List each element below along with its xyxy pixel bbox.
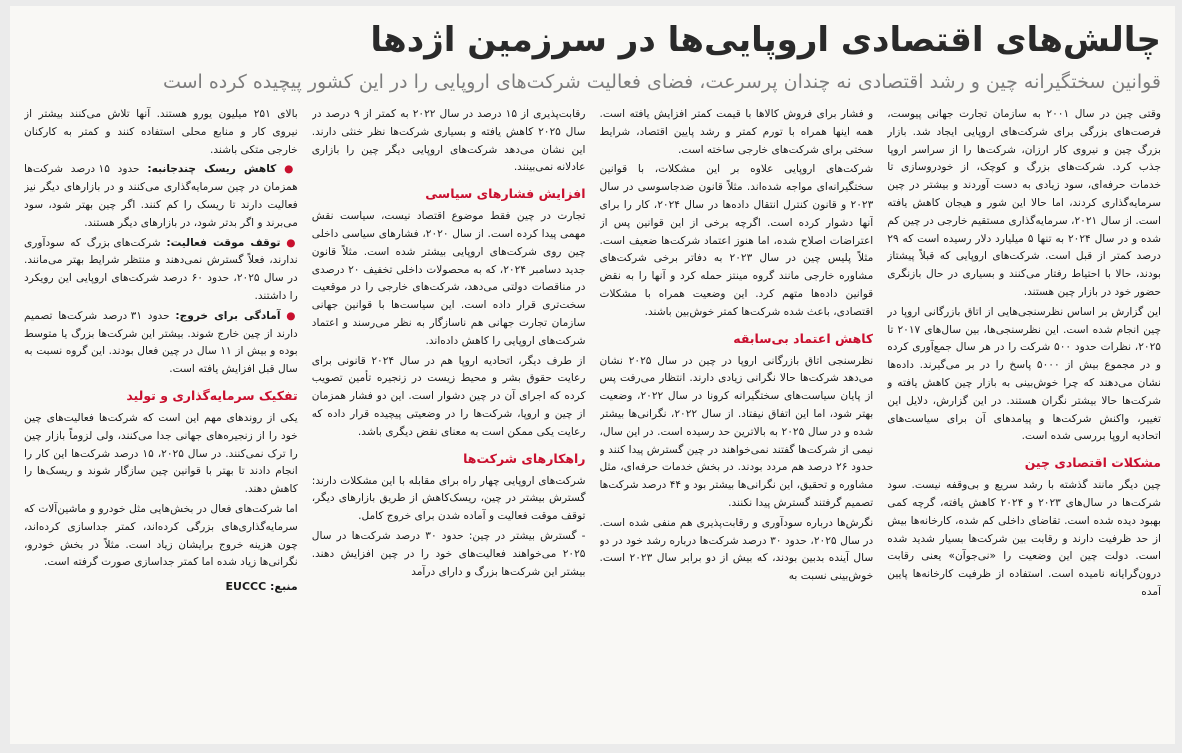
paragraph: شرکت‌های اروپایی علاوه بر این مشکلات، با قوانین سختگیرانه‌ای مواجه شده‌اند. مثلاً قانون ضدجاسوسی در سال ۲۰۲۳ و قانون کنترل انتقال داده‌ها در سال ۲۰۲۴، کار را برای آنها دشوار کرده است. اگرچه برخی از این قوانین پس از اعتراضات اصلاح شده، اما هنوز اعتماد شرکت‌ها ضعیف است. مثلاً پلیس چین در سال ۲۰۲۳ به دفاتر برخی شرکت‌های مشاوره خارجی مانند گروه مینتز حمله کرد و آنها را به نقض قوانین داده‌ها متهم کرد. این وضعیت همراه با مشکلات اقتصادی، باعث شده شرکت‌ها کمتر خوش‌بین باشند. [599, 163, 874, 318]
bullet-text: شرکت‌های بزرگ که سودآوری ندارند، فعلاً گسترش نمی‌دهند و منتظر شرایط بهتر می‌مانند. در سال ۲۰۲۵، حدود ۶۰ درصد شرکت‌های اروپایی این رویکرد را داشتند. [24, 236, 298, 302]
paragraph: تجارت در چین فقط موضوع اقتصاد نیست، سیاست نقش مهمی پیدا کرده است. از سال ۲۰۲۰، فشارهای سیاسی داخلی چین روی شرکت‌های اروپایی بیشتر شده است. مثلاً قانون جدید دسامبر ۲۰۲۴، که به محصولات داخلی تخفیف ۲۰ درصدی در مناقصات دولتی می‌دهد، شرکت‌های خارجی را در موقعیت سخت‌تری قرار داده است. این سیاست‌ها با قوانین جهانی سازمان تجارت جهانی هم ناسازگار به نظر می‌رسند و اعتماد شرکت‌های اروپایی را کاهش داده‌اند. [311, 210, 586, 347]
section-heading-company-strategies: راهکارهای شرکت‌ها [463, 450, 586, 466]
paragraph: رقابت‌پذیری از ۱۵ درصد در سال ۲۰۲۲ به کمتر از ۹ درصد در سال ۲۰۲۵ کاهش یافته و بسیاری شرکت‌ها نظر خنثی دارند. این نشان می‌دهد شرکت‌های اروپایی دیگر چین را بازاری عادلانه نمی‌بینند. [311, 108, 586, 174]
paragraph: - گسترش بیشتر در چین: حدود ۳۰ درصد شرکت‌ها در سال ۲۰۲۵ می‌خواهند فعالیت‌های خود را در چین افزایش دهند. بیشتر این شرکت‌ها بزرگ و دارای درآمد [311, 529, 586, 578]
survey-paragraph: این گزارش بر اساس نظرسنجی‌هایی از اتاق بازرگانی اروپا در چین انجام شده است. این نظرسنجی‌ها، بین سال‌های ۲۰۱۷ تا ۲۰۲۵، نظرات حدود ۵۰۰ شرکت را در هر سال جمع‌آوری کرده و در مجموع بیش از ۵۰۰۰ پاسخ را در بر می‌گیرند. داده‌ها نشان می‌دهند که چرا خوش‌بینی به بازار چین کاهش یافته و شرکت‌ها حالا بیشتر نگران هستند. در این گزارش، دلایل این تغییر، واکنش شرکت‌ها و پیامدهای آن برای سیاست‌های اتحادیه اروپا بررسی شده است. [887, 305, 1161, 443]
bullet-dot-icon: ● [284, 163, 298, 176]
column-4 [24, 106, 298, 718]
column-3 [312, 106, 586, 718]
column-1 [887, 106, 1161, 718]
section-heading-political-pressure: افزایش فشارهای سیاسی [425, 186, 586, 202]
bullet-item [24, 161, 298, 232]
section-heading-confidence-drop: کاهش اعتماد بی‌سابقه [733, 330, 874, 346]
paragraph: نظرسنجی اتاق بازرگانی اروپا در چین در سال ۲۰۲۵ نشان می‌دهد شرکت‌ها حالا نگرانی زیادی دارند. انتظار می‌رفت پس از پایان سیاست‌های سختگیرانه کرونا در سال ۲۰۲۲، وضعیت بهتر شود، اما این اتفاق نیفتاد. از سال ۲۰۲۲، نگرانی‌ها بیشتر شده و در سال ۲۰۲۵ به بالاترین حد رسیده است. در این سال، نیمی از شرکت‌ها گفتند نمی‌خواهند در چین گسترش پیدا کنند و حدود ۲۶ درصد هم مردد بودند. در بخش خدمات حرفه‌ای، مثل مشاوره و تحقیق، این نگرانی‌ها بیشتر بود و ۴۴ درصد شرکت‌ها تصمیم گرفتند گسترش پیدا نکنند. [599, 354, 874, 509]
headline: چالش‌های اقتصادی اروپایی‌ها در سرزمین اژدها [370, 20, 1161, 60]
bullet-text: حدود ۳۱ درصد شرکت‌ها تصمیم دارند از چین خارج شوند. بیشتر این شرکت‌ها بزرگ یا متوسط بوده و بیش از ۱۱ سال در چین فعال بودند. این گروه نسبت به سال قبل افزایش یافته است. [24, 309, 298, 376]
section-heading-decoupling: تفکیک سرمایه‌گذاری و تولید [126, 387, 298, 403]
paragraph: شرکت‌های اروپایی چهار راه برای مقابله با این مشکلات دارند: گسترش بیشتر در چین، ریسک‌کاهش از طریق بازارهای دیگر، توقف موقت فعالیت و آماده شدن برای خروج کامل. [311, 474, 586, 523]
problems-paragraph: چین دیگر مانند گذشته با رشد سریع و بی‌وقفه نیست. سود شرکت‌ها در سال‌های ۲۰۲۳ و ۲۰۲۴ کاهش یافته، گرچه کمی بهبود دیده شده است. تقاضای داخلی کم شده، کارخانه‌ها بیش از حد ظرفیت دارند و رقابت بین شرکت‌ها بسیار شدید شده است. دولت چین این وضعیت را «نی‌جوآن» یعنی رقابت درون‌گرایانه نامیده است. استفاده از ظرفیت کارخانه‌ها پایین آمده [887, 479, 1161, 598]
source-credit: منبع: EUCCC [225, 580, 298, 594]
bullet-item [24, 235, 298, 306]
article-columns [24, 106, 1161, 718]
bullet-text: حدود ۱۵ درصد شرکت‌ها همزمان در چین سرمایه‌گذاری می‌کنند و در بازارهای دیگر نیز فعالیت دارند تا ریسک را کم کنند. اگر چین بهتر شود، سود می‌برند و اگر بدتر شود، در بازارهای دیگر هستند. [24, 163, 298, 229]
section-heading-china-problems: مشکلات اقتصادی چین [1024, 455, 1161, 471]
paragraph: بالای ۲۵۱ میلیون یورو هستند. آنها تلاش می‌کنند بیشتر از نیروی کار و منابع محلی استفاده کنند و کمتر به کارکنان خارجی متکی باشند. [24, 108, 298, 156]
intro-paragraph: وقتی چین در سال ۲۰۰۱ به سازمان تجارت جهانی پیوست، فرصت‌های بزرگی برای شرکت‌های اروپایی ایجاد شد. بازار بزرگ چین و نیروی کار ارزان، شرکت‌ها را از سراسر اروپا جذب کرد. شرکت‌های بزرگ و کوچک، از خودروسازی تا خدمات حرفه‌ای، سود زیادی به دست آوردند و بیشتر در چین سرمایه‌گذاری کردند، اما حالا این شور و هیجان کاهش یافته است. از سال ۲۰۲۱، سرمایه‌گذاری مستقیم خارجی در چین کم شده و در سال ۲۰۲۴ به تنها ۵ میلیارد دلار رسیده است که ۲۹ درصد کمتر از قبل است. شرکت‌های اروپایی که قبلاً پیشتاز بودند، حالا با احتیاط رفتار می‌کنند و بسیاری در حال بازنگری حضور خود در بازار چین هستند. [887, 108, 1161, 298]
paragraph: از طرف دیگر، اتحادیه اروپا هم در سال ۲۰۲۴ قانونی برای رعایت حقوق بشر و محیط زیست در زنجیره تأمین تصویب کرده که اجرای آن در چین دشوار است. این دو فشار همزمان از چین و اروپا، شرکت‌ها را در وضعیتی پیچیده قرار داده که رعایت یکی ممکن است به معنای نقض دیگری باشد. [311, 354, 586, 438]
newspaper-page [10, 6, 1175, 744]
bullet-label: کاهش ریسک چندجانبه: [147, 163, 277, 176]
bullet-dot-icon: ● [286, 309, 298, 322]
bullet-label: آمادگی برای خروج: [175, 309, 281, 322]
paragraph: اما شرکت‌های فعال در بخش‌هایی مثل خودرو و ماشین‌آلات که سرمایه‌گذاری‌های بزرگی کرده‌اند، کمتر جداسازی کرده‌اند، چون هزینه خروج برایشان زیاد است. مثلاً در بخش خودرو، نگرانی‌ها زیاد شده اما کمتر جداسازی صورت گرفته است. [24, 502, 298, 569]
subtitle: قوانین سختگیرانه چین و رشد اقتصادی نه چندان پرسرعت، فضای فعالیت شرکت‌های اروپایی را در این کشور پیچیده کرده است [162, 71, 1161, 93]
paragraph: یکی از روندهای مهم این است که شرکت‌ها فعالیت‌های چین خود را از زنجیره‌های جهانی جدا می‌کنند، ولی لزوماً بازار چین را ترک نمی‌کنند. در سال ۲۰۲۵، ۱۵ درصد شرکت‌ها این کار را انجام دادند تا بهتر با قوانین چین سازگار شوند و ریسک‌ها را کاهش دهند. [24, 411, 298, 496]
bullet-dot-icon: ● [286, 236, 298, 249]
bullet-label: توقف موقت فعالیت: [166, 236, 281, 249]
column-2 [600, 106, 874, 718]
bullet-item [24, 308, 298, 379]
paragraph: نگرش‌ها درباره سودآوری و رقابت‌پذیری هم منفی شده است. در سال ۲۰۲۵، حدود ۳۰ درصد شرکت‌ها درباره رشد خود در دو سال آینده بدبین بودند، که بیش از دو برابر سال ۲۰۲۳ است. خوش‌بینی نسبت به [599, 516, 874, 583]
paragraph: و فشار برای فروش کالاها با قیمت کمتر افزایش یافته است. همه اینها همراه با تورم کمتر و رشد پایین اقتصاد، شرایط سختی برای شرکت‌های خارجی ساخته است. [599, 108, 874, 156]
